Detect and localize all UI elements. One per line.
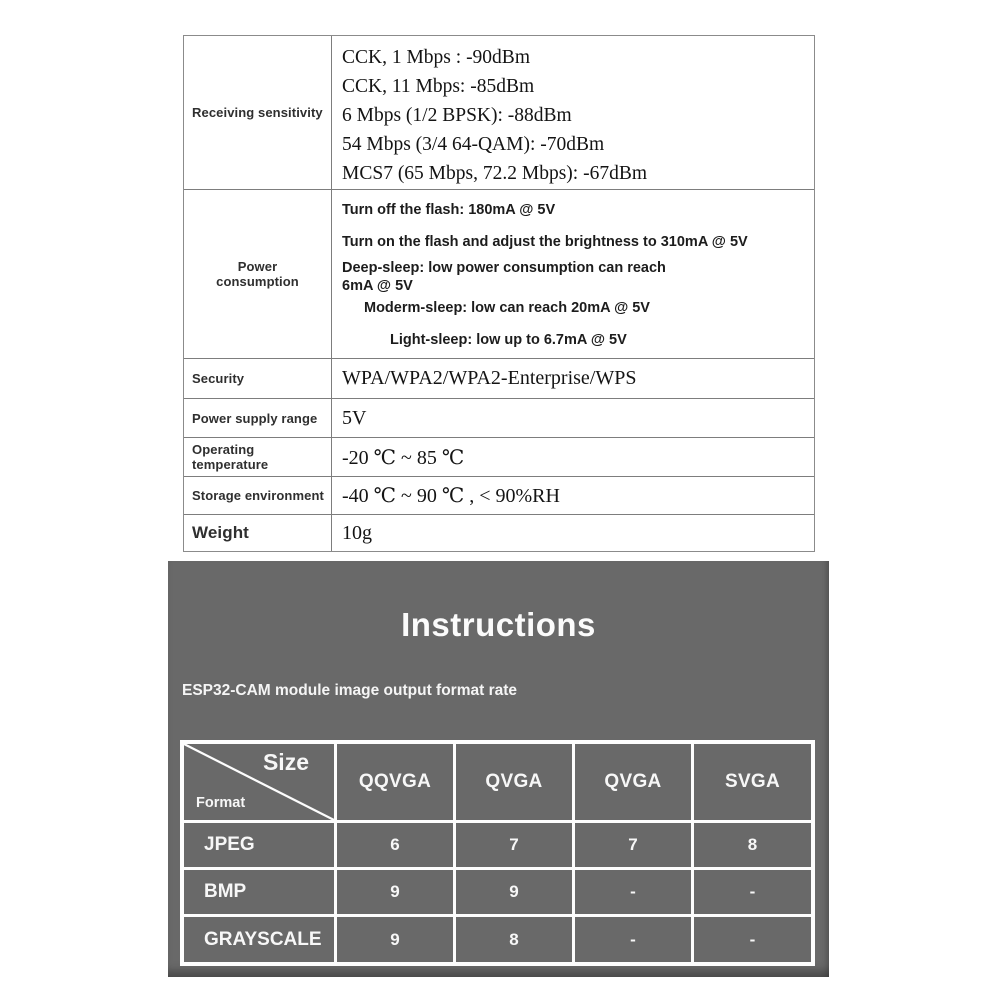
spec-label-storage-environment (184, 477, 332, 514)
spec-label-text: Operating temperature (192, 442, 269, 472)
spec-row-storage-environment (184, 476, 814, 514)
format-rate-table (180, 740, 815, 966)
table-cell: - (694, 917, 811, 962)
spec-value-line: 6 Mbps (1/2 BPSK): -88dBm (342, 105, 572, 126)
table-cell: - (694, 870, 811, 914)
spec-value-line: MCS7 (65 Mbps, 72.2 Mbps): -67dBm (342, 163, 647, 184)
spec-label-receiving-sensitivity (184, 36, 332, 189)
spec-value-power-consumption (332, 190, 814, 358)
spec-value-power-supply-range (332, 399, 814, 437)
row-label-jpeg: JPEG (184, 823, 334, 867)
column-header-qvga-1: QVGA (456, 744, 572, 820)
spec-value-storage-environment (332, 477, 814, 514)
table-cell: 9 (337, 870, 453, 914)
table-cell: 8 (694, 823, 811, 867)
table-cell: - (575, 917, 691, 962)
spec-row-security (184, 358, 814, 398)
instructions-subtitle: ESP32-CAM module image output format rate (182, 682, 518, 699)
spec-value-text: -40 ℃ ~ 90 ℃ , < 90%RH (342, 485, 560, 507)
spec-value-text: 5V (342, 406, 367, 429)
spec-row-receiving-sensitivity (184, 36, 814, 189)
corner-header-cell (184, 744, 334, 820)
spec-value-line: CCK, 1 Mbps : -90dBm (342, 47, 530, 68)
spec-label-security (184, 359, 332, 398)
spec-label-weight (184, 515, 332, 551)
spec-label-power-supply-range (184, 399, 332, 437)
spec-value-operating-temperature (332, 438, 814, 476)
spec-value-line: 6mA @ 5V (342, 278, 413, 294)
corner-format-label: Format (196, 795, 246, 811)
spec-value-line: Moderm-sleep: low can reach 20mA @ 5V (364, 300, 650, 316)
spec-value-line: Turn off the flash: 180mA @ 5V (342, 202, 556, 218)
spec-value-line: Deep-sleep: low power consumption can reach (342, 260, 666, 276)
spec-row-power-consumption (184, 189, 814, 358)
row-label-grayscale: GRAYSCALE (184, 917, 334, 962)
spec-row-operating-temperature (184, 437, 814, 476)
spec-row-weight (184, 514, 814, 551)
spec-label-text: Power supply range (192, 410, 318, 426)
spec-value-text: 10g (342, 521, 372, 544)
spec-value-line: Light-sleep: low up to 6.7mA @ 5V (390, 332, 627, 348)
corner-size-label: Size (262, 749, 309, 775)
spec-label-operating-temperature (184, 438, 332, 476)
table-cell: 9 (337, 917, 453, 962)
column-header-qvga-2: QVGA (575, 744, 691, 820)
spec-label-text: Receiving sensitivity (192, 105, 323, 120)
spec-label-power-consumption (184, 190, 332, 358)
table-cell: 7 (456, 823, 572, 867)
table-cell: - (575, 870, 691, 914)
column-header-svga: SVGA (694, 744, 811, 820)
spec-value-line: CCK, 11 Mbps: -85dBm (342, 76, 535, 97)
spec-value-line: 54 Mbps (3/4 64-QAM): -70dBm (342, 134, 605, 155)
spec-row-power-supply-range (184, 398, 814, 437)
spec-value-receiving-sensitivity (332, 36, 814, 189)
spec-label-text: Power consumption (216, 259, 299, 289)
row-label-bmp: BMP (184, 870, 334, 914)
spec-value-text: -20 ℃ ~ 85 ℃ (342, 446, 465, 469)
spec-value-security (332, 359, 814, 398)
spec-value-text: WPA/WPA2/WPA2-Enterprise/WPS (342, 367, 637, 389)
spec-label-text: Weight (192, 523, 249, 542)
spec-label-text: Security (192, 371, 245, 386)
table-cell: 8 (456, 917, 572, 962)
column-header-qqvga: QQVGA (337, 744, 453, 820)
table-cell: 6 (337, 823, 453, 867)
spec-value-line: Turn on the flash and adjust the brightness to 310mA @ 5V (342, 234, 748, 250)
spec-table (183, 35, 815, 552)
spec-value-weight (332, 515, 814, 551)
instructions-panel (168, 561, 829, 977)
table-cell: 7 (575, 823, 691, 867)
spec-label-text: Storage environment (192, 488, 324, 503)
instructions-title: Instructions (401, 606, 596, 643)
table-cell: 9 (456, 870, 572, 914)
